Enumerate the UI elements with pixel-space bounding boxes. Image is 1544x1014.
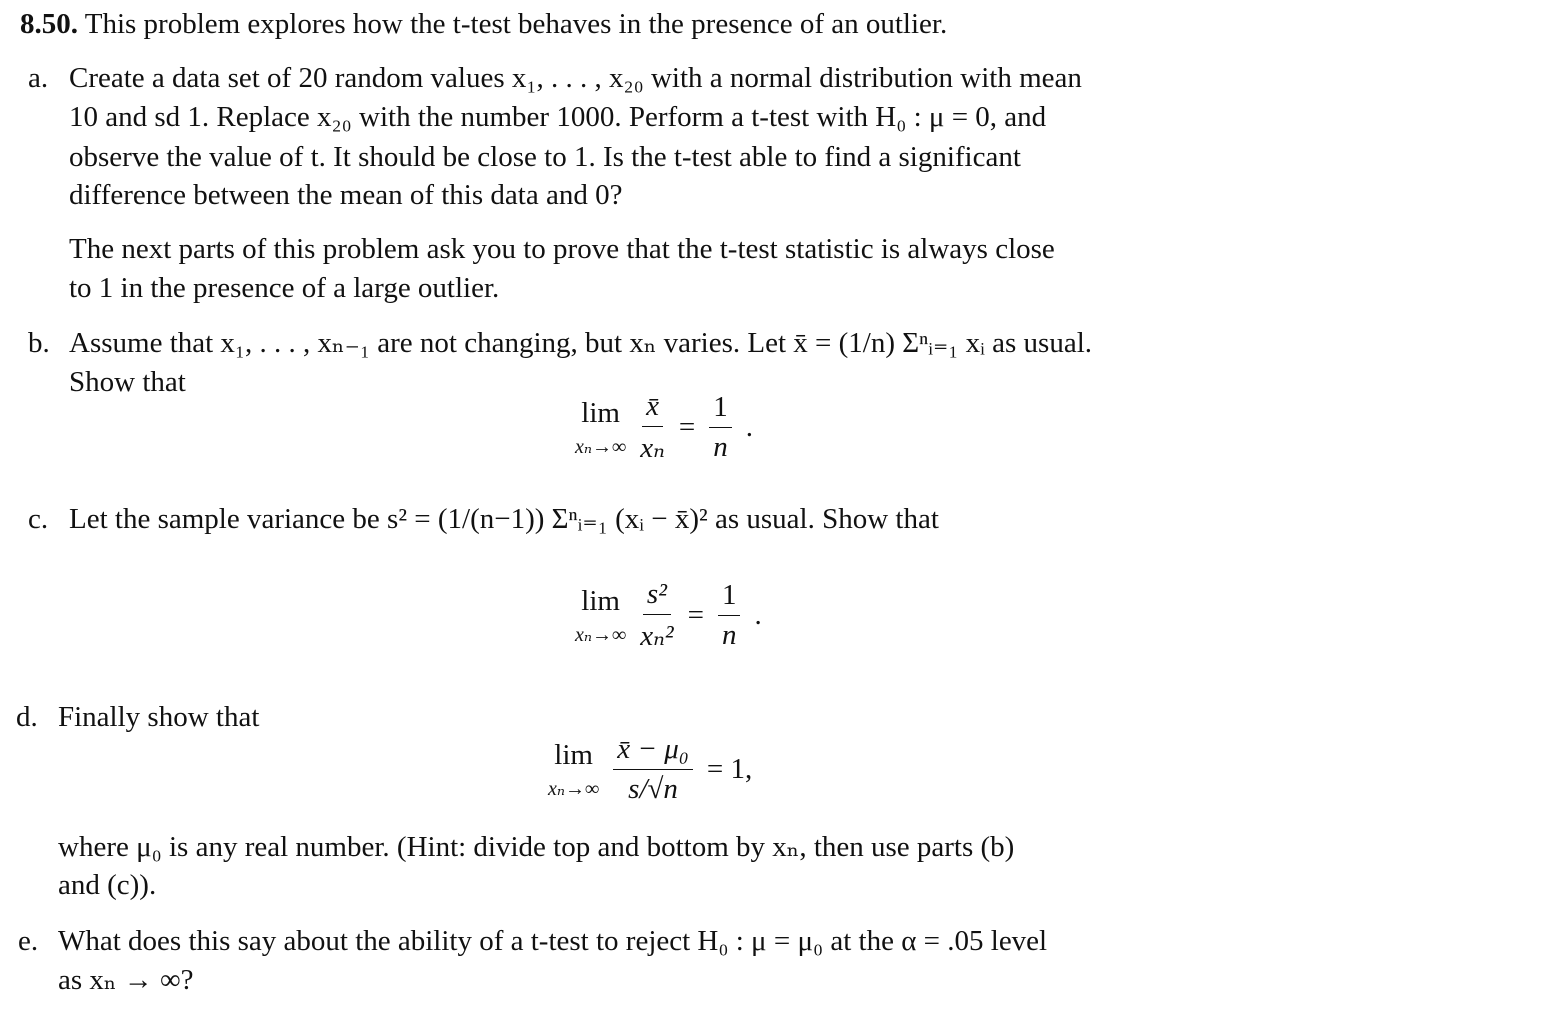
fraction-numerator: x̄ − μ₀ [613,733,693,770]
fraction-denominator: xₙ² [640,620,674,652]
fraction-denominator: n [721,619,737,651]
part-a-line: observe the value of t. It should be close to 1. Is the t-test able to find a significant [69,141,1021,173]
fraction-numerator: 1 [718,579,741,616]
equation-d [548,733,752,806]
part-a-line: Create a data set of 20 random values x₁, . . . , x₂₀ with a normal distribution with mean [69,62,1082,94]
part-c-label: c. [28,503,49,535]
part-b-line: Assume that x₁, . . . , xₙ₋₁ are not changing, but xₙ varies. Let x̄ = (1/n) Σⁿᵢ₌₁ xᵢ as usual. [69,327,1093,359]
part-e-label: e. [18,925,39,957]
lim-subscript: xₙ→∞ [548,777,600,800]
next-parts-line: The next parts of this problem ask you to prove that the t-test statistic is always close [69,233,1055,265]
lim-text: lim [581,584,620,617]
part-d-line: and (c)). [58,869,157,901]
part-d-label: d. [16,701,38,733]
part-a-line: difference between the mean of this data and 0? [69,179,623,211]
lim-text: lim [581,396,620,429]
fraction-numerator: 1 [709,391,732,428]
fraction-numerator: x̄ [642,390,663,427]
part-e-line: What does this say about the ability of a t-test to reject H₀ : μ = μ₀ at the α = .05 level [58,925,1048,957]
equation-rhs: = 1, [706,753,753,785]
equation-c [575,578,762,653]
period: . [745,411,753,443]
fraction-numerator: s² [643,578,671,615]
equation-b [575,390,753,465]
problem-intro: This problem explores how the t-test behaves in the presence of an outlier. [84,8,948,40]
fraction-denominator: xₙ [640,432,665,464]
part-e-line: as xₙ → ∞? [58,964,194,996]
part-d-line: Finally show that [58,701,260,733]
part-a-label: a. [28,62,49,94]
next-parts-line: to 1 in the presence of a large outlier. [69,272,500,304]
part-b-label: b. [28,327,50,359]
part-b-line: Show that [69,366,186,398]
lim-text: lim [554,738,593,771]
part-a-line: 10 and sd 1. Replace x₂₀ with the number 1000. Perform a t-test with H₀ : μ = 0, and [69,101,1047,133]
fraction-denominator: s/√n [628,773,678,805]
fraction-denominator: n [713,431,728,463]
problem-number: 8.50. [20,8,78,40]
equals-sign: = [687,599,704,631]
lim-subscript: xₙ→∞ [575,435,627,458]
part-d-line: where μ₀ is any real number. (Hint: divide top and bottom by xₙ, then use parts (b) [58,831,1015,863]
equals-sign: = [678,411,696,443]
problem-heading [20,10,947,39]
period: . [754,599,762,631]
part-c-line: Let the sample variance be s² = (1/(n−1)) Σⁿᵢ₌₁ (xᵢ − x̄)² as usual. Show that [69,503,939,535]
lim-subscript: xₙ→∞ [575,623,627,646]
